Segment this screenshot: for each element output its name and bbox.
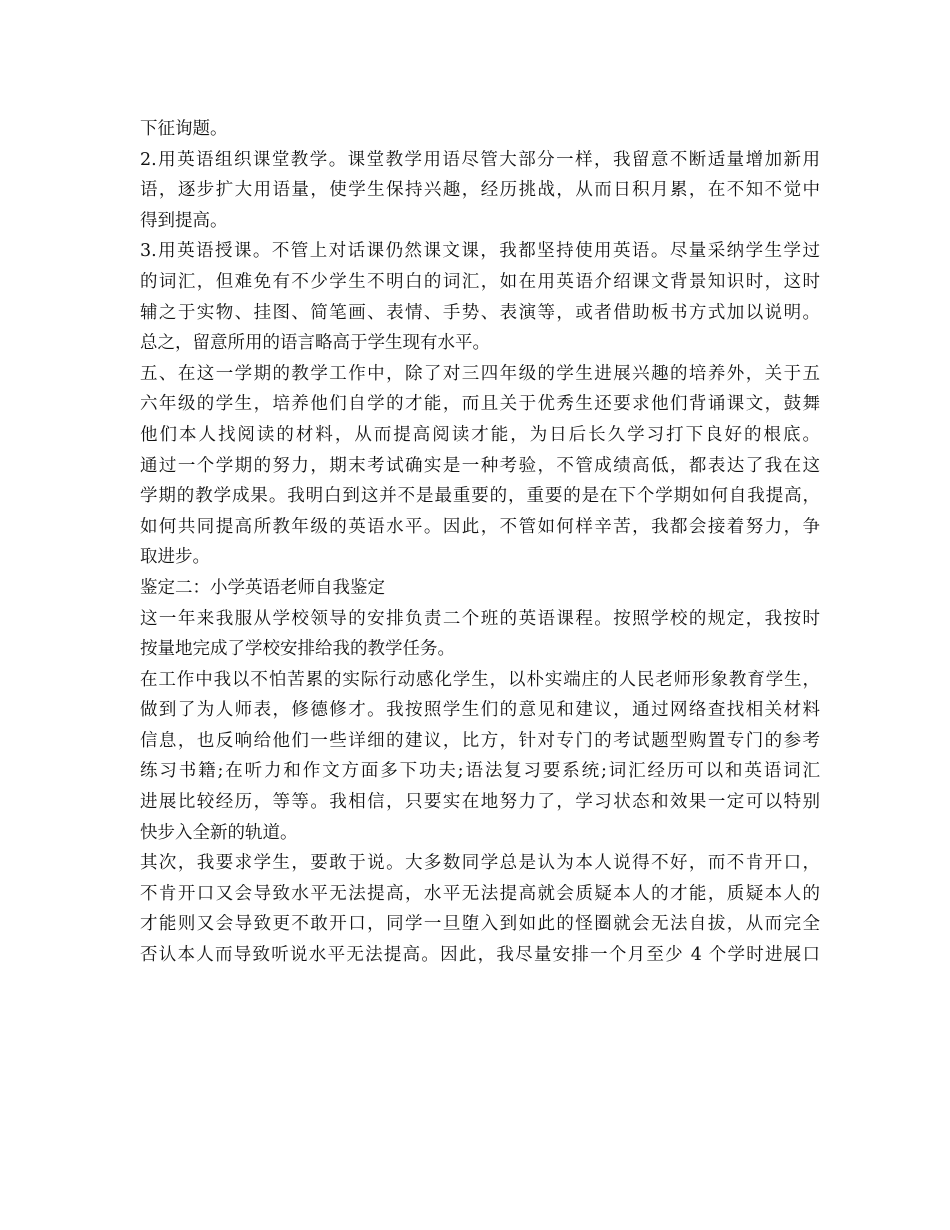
text-line: 否认本人而导致听说水平无法提高。因此，我尽量安排一个月至少 4 个学时进展口 bbox=[140, 945, 820, 966]
text-line: 通过一个学期的努力，期末考试确实是一种考验，不管成绩高低，都表达了我在这 bbox=[140, 455, 820, 476]
text-line: 按量地完成了学校安排给我的教学任务。 bbox=[140, 639, 455, 660]
text-line: 才能则又会导致更不敢开口，同学一旦堕入到如此的怪圈就会无法自拔，从而完全 bbox=[140, 914, 820, 935]
text-line: 语，逐步扩大用语量，使学生保持兴趣，经历挑战，从而日积月累，在不知不觉中 bbox=[140, 180, 820, 201]
text-line: 得到提高。 bbox=[140, 210, 228, 231]
text-line: 六年级的学生，培养他们自学的才能，而且关于优秀生还要求他们背诵课文，鼓舞 bbox=[140, 394, 820, 415]
text-line: 的词汇，但难免有不少学生不明白的词汇，如在用英语介绍课文背景知识时，这时 bbox=[140, 271, 820, 292]
text-line: 进展比较经历，等等。我相信，只要实在地努力了，学习状态和效果一定可以特别 bbox=[140, 792, 820, 813]
text-line: 其次，我要求学生，要敢于说。大多数同学总是认为本人说得不好，而不肯开口， bbox=[140, 853, 820, 874]
text-line: 五、在这一学期的教学工作中，除了对三四年级的学生进展兴趣的培养外，关于五 bbox=[140, 363, 820, 384]
text-line: 不肯开口又会导致水平无法提高，水平无法提高就会质疑本人的才能，质疑本人的 bbox=[140, 883, 820, 904]
text-line: 2.用英语组织课堂教学。课堂教学用语尽管大部分一样，我留意不断适量增加新用 bbox=[140, 149, 820, 170]
text-line: 3.用英语授课。不管上对话课仍然课文课，我都坚持使用英语。尽量采纳学生学过 bbox=[140, 241, 820, 262]
text-line: 辅之于实物、挂图、简笔画、表情、手势、表演等，或者借助板书方式加以说明。 bbox=[140, 302, 820, 323]
text-line: 信息，也反响给他们一些详细的建议，比方，针对专门的考试题型购置专门的参考 bbox=[140, 730, 820, 751]
text-line: 在工作中我以不怕苦累的实际行动感化学生，以朴实端庄的人民老师形象教育学生， bbox=[140, 669, 820, 690]
section-heading: 鉴定二：小学英语老师自我鉴定 bbox=[140, 577, 385, 598]
text-line: 下征询题。 bbox=[140, 119, 228, 139]
text-line: 总之，留意所用的语言略高于学生现有水平。 bbox=[140, 333, 490, 354]
text-line: 他们本人找阅读的材料，从而提高阅读才能，为日后长久学习打下良好的根底。 bbox=[140, 424, 820, 445]
text-line: 做到了为人师表，修德修才。我按照学生们的意见和建议，通过网络查找相关材料 bbox=[140, 700, 820, 721]
text-line: 这一年来我服从学校领导的安排负责二个班的英语课程。按照学校的规定，我按时 bbox=[140, 608, 820, 629]
text-line: 快步入全新的轨道。 bbox=[140, 822, 298, 843]
text-line: 学期的教学成果。我明白到这并不是最重要的，重要的是在下个学期如何自我提高， bbox=[140, 486, 820, 507]
text-line: 取进步。 bbox=[140, 547, 210, 568]
document-body bbox=[140, 114, 820, 971]
text-line: 如何共同提高所教年级的英语水平。因此，不管如何样辛苦，我都会接着努力，争 bbox=[140, 516, 820, 537]
text-line: 练习书籍;在听力和作文方面多下功夫;语法复习要系统;词汇经历可以和英语词汇 bbox=[140, 761, 820, 782]
